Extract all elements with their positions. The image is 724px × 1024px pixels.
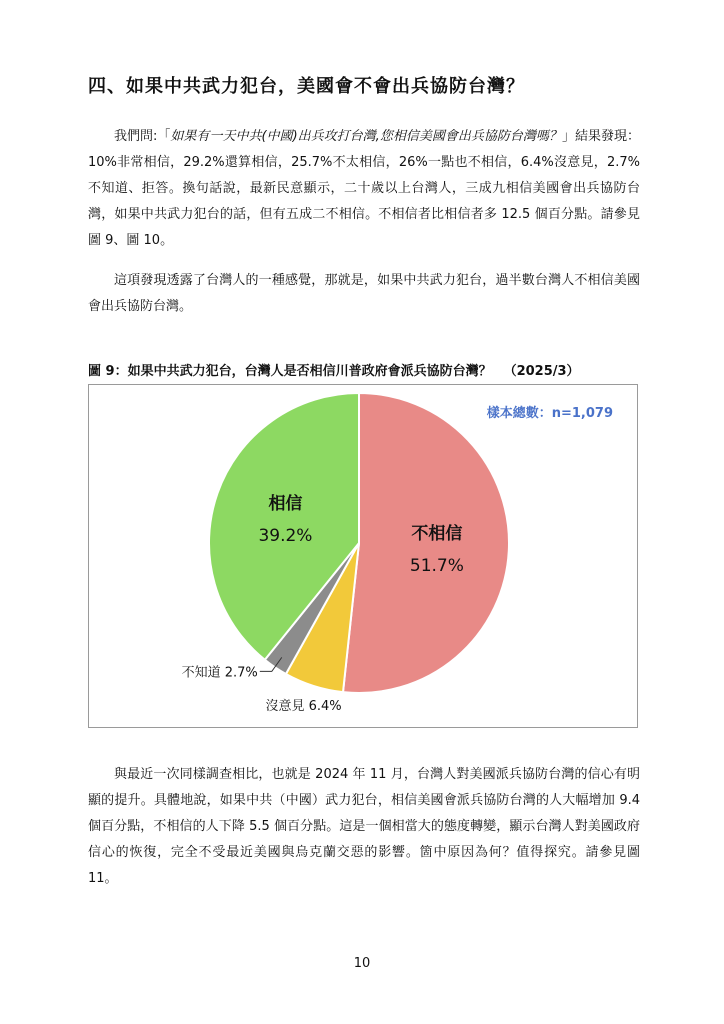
question-close: 」: [561, 129, 575, 144]
slice-value-2: 不知道 2.7%: [181, 665, 258, 681]
figure-title-text: 圖 9：如果中共武力犯台，台灣人是否相信川普政府會派兵協防台灣？: [88, 364, 492, 379]
section-heading: 四、如果中共武力犯台，美國會不會出兵協防台灣？: [88, 76, 525, 97]
question-lead: 我們問:「: [114, 129, 171, 144]
slice-value-3: 39.2%: [258, 526, 313, 547]
paragraph-comparison: 與最近一次同樣調查相比，也就是 2024 年 11 月，台灣人對美國派兵協防台灣的信心有明顯的提升。具體地說，如果中共（中國）武力犯台，相信美國會派兵協防台灣的人大幅增加 9.4 個百分點，不相信的人下降 5.5 個百分點。這是一個相當大的態度轉變，顯示台灣人對美國政府信心的恢復，完全不受最近美國與烏克蘭交惡的影響。箇中原因為何？值得探究。請參見圖 11。: [88, 767, 640, 886]
pie-chart: [89, 385, 639, 729]
figure-date: （2025/3）: [503, 364, 580, 379]
slice-value-0: 51.7%: [409, 556, 464, 577]
slice-label-0: 不相信: [411, 524, 463, 545]
survey-findings: 結果發現：10%非常相信，29.2%還算相信，25.7%不太相信，26%一點也不相信，6.4%沒意見，2.7%不知道、拒答。換句話說，最新民意顯示，二十歲以上台灣人，三成九相信美國會出兵協防台灣，如果中共武力犯台的話，但有五成二不相信。不相信者比相信者多 12.5 個百分點。請參見圖 9、圖 10。: [88, 129, 640, 248]
pie-chart-frame: [88, 384, 638, 728]
paragraph-survey-result: [88, 124, 640, 254]
sample-size-note: 樣本總數：n=1,079: [486, 406, 613, 421]
slice-value-1: 沒意見 6.4%: [265, 698, 342, 714]
slice-label-3: 相信: [268, 494, 303, 515]
figure-title: [88, 360, 648, 379]
survey-question: 如果有一天中共(中國)出兵攻打台灣,您相信美國會出兵協防台灣嗎？: [170, 129, 562, 144]
page-number: 10: [353, 956, 371, 971]
paragraph-interpretation: 這項發現透露了台灣人的一種感覺，那就是，如果中共武力犯台，過半數台灣人不相信美國會出兵協防台灣。: [88, 273, 640, 314]
